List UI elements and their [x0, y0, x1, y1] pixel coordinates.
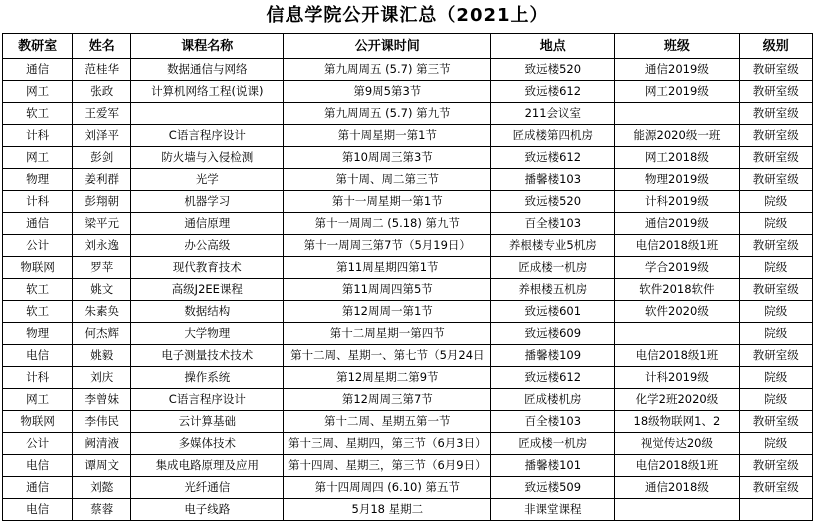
- table-cell: 非课堂课程: [491, 499, 615, 521]
- table-cell: 范桂华: [73, 59, 131, 81]
- table-row: [3, 103, 813, 125]
- table-cell: 计科: [3, 191, 73, 213]
- table-cell: 刘永逸: [73, 235, 131, 257]
- table-cell: 通信2019级: [615, 59, 739, 81]
- table-row: [3, 257, 813, 279]
- table-row: [3, 147, 813, 169]
- table-cell: 教研室级: [739, 125, 813, 147]
- table-row: [3, 389, 813, 411]
- table-cell: 公计: [3, 235, 73, 257]
- table-cell: 软件2020级: [615, 301, 739, 323]
- table-cell: 能源2020级一班: [615, 125, 739, 147]
- table-cell: 彭剑: [73, 147, 131, 169]
- table-cell: 软工: [3, 301, 73, 323]
- table-cell: 教研室级: [739, 455, 813, 477]
- column-header-location: 地点: [491, 34, 615, 59]
- table-cell: 何杰辉: [73, 323, 131, 345]
- table-cell: 第九周周五 (5.7) 第三节: [284, 59, 491, 81]
- table-cell: 刘懿: [73, 477, 131, 499]
- table-cell: [615, 323, 739, 345]
- table-cell: 阙清液: [73, 433, 131, 455]
- table-cell: 计科: [3, 125, 73, 147]
- table-cell: 第十四周、星期三，第三节（6月9日）: [284, 455, 491, 477]
- table-cell: 致远楼612: [491, 147, 615, 169]
- table-cell: 致远楼609: [491, 323, 615, 345]
- table-cell: 物理: [3, 169, 73, 191]
- table-cell: 第10周周三第3节: [284, 147, 491, 169]
- page-title: 信息学院公开课汇总（2021上）: [266, 5, 549, 26]
- table-cell: [615, 499, 739, 521]
- table-cell: 匠成楼机房: [491, 389, 615, 411]
- table-row: [3, 345, 813, 367]
- table-cell: 电子线路: [131, 499, 284, 521]
- table-cell: 梁平元: [73, 213, 131, 235]
- table-cell: 匠成楼一机房: [491, 433, 615, 455]
- table-cell: 姚毅: [73, 345, 131, 367]
- table-cell: 通信: [3, 59, 73, 81]
- column-header-name: 姓名: [73, 34, 131, 59]
- table-cell: 院级: [739, 213, 813, 235]
- table-cell: 第十二周星期一第四节: [284, 323, 491, 345]
- table-cell: 院级: [739, 257, 813, 279]
- table-row: [3, 125, 813, 147]
- table-cell: 院级: [739, 301, 813, 323]
- table-cell: 计科2019级: [615, 191, 739, 213]
- table-cell: 机器学习: [131, 191, 284, 213]
- table-cell: 养根楼专业5机房: [491, 235, 615, 257]
- table-cell: 教研室级: [739, 59, 813, 81]
- table-cell: C语言程序设计: [131, 389, 284, 411]
- table-cell: 教研室级: [739, 169, 813, 191]
- table-header-row: [3, 34, 813, 59]
- table-row: [3, 323, 813, 345]
- table-cell: 办公高级: [131, 235, 284, 257]
- column-header-class: 班级: [615, 34, 739, 59]
- table-cell: 物联网: [3, 257, 73, 279]
- table-cell: 通信2019级: [615, 213, 739, 235]
- table-cell: 王爱军: [73, 103, 131, 125]
- table-cell: 院级: [739, 389, 813, 411]
- table-cell: 网工: [3, 389, 73, 411]
- table-row: [3, 455, 813, 477]
- table-cell: 云计算基础: [131, 411, 284, 433]
- table-cell: 化学2班2020级: [615, 389, 739, 411]
- table-cell: 网工2018级: [615, 147, 739, 169]
- table-cell: 教研室级: [739, 345, 813, 367]
- table-cell: 网工2019级: [615, 81, 739, 103]
- table-cell: 播馨楼103: [491, 169, 615, 191]
- table-row: [3, 301, 813, 323]
- table-cell: 第11周周四第5节: [284, 279, 491, 301]
- table-cell: 操作系统: [131, 367, 284, 389]
- column-header-department: 教研室: [3, 34, 73, 59]
- table-cell: 播馨楼101: [491, 455, 615, 477]
- table-cell: 致远楼509: [491, 477, 615, 499]
- table-cell: 第12周星期二第9节: [284, 367, 491, 389]
- table-cell: 李伟民: [73, 411, 131, 433]
- table-cell: 第十一周星期一第1节: [284, 191, 491, 213]
- table-cell: 软工: [3, 279, 73, 301]
- table-cell: 电信: [3, 345, 73, 367]
- table-cell: 光纤通信: [131, 477, 284, 499]
- table-cell: 物理: [3, 323, 73, 345]
- table-cell: 姜利群: [73, 169, 131, 191]
- table-cell: 计科: [3, 367, 73, 389]
- table-cell: 视觉传达20级: [615, 433, 739, 455]
- table-row: [3, 433, 813, 455]
- table-cell: 张政: [73, 81, 131, 103]
- public-lecture-summary-table: [2, 33, 813, 521]
- table-cell: [739, 499, 813, 521]
- column-header-level: 级别: [739, 34, 813, 59]
- table-cell: 多媒体技术: [131, 433, 284, 455]
- table-cell: 18级物联网1、2: [615, 411, 739, 433]
- table-cell: 第11周星期四第1节: [284, 257, 491, 279]
- table-cell: 百全楼103: [491, 213, 615, 235]
- table-cell: 网工: [3, 147, 73, 169]
- table-row: [3, 81, 813, 103]
- table-cell: 大学物理: [131, 323, 284, 345]
- table-cell: 蔡蓉: [73, 499, 131, 521]
- table-cell: 光学: [131, 169, 284, 191]
- table-cell: 学合2019级: [615, 257, 739, 279]
- table-cell: 朱素奂: [73, 301, 131, 323]
- table-cell: 第十四周周四 (6.10) 第五节: [284, 477, 491, 499]
- table-cell: 计算机网络工程(说课): [131, 81, 284, 103]
- table-cell: 第十二周、星期五第一节: [284, 411, 491, 433]
- table-cell: 谭周文: [73, 455, 131, 477]
- table-cell: 致远楼520: [491, 59, 615, 81]
- table-cell: 匠成楼第四机房: [491, 125, 615, 147]
- table-cell: 电信2018级1班: [615, 345, 739, 367]
- table-cell: 百全楼103: [491, 411, 615, 433]
- table-cell: 教研室级: [739, 411, 813, 433]
- table-cell: 姚文: [73, 279, 131, 301]
- table-cell: 第12周周三第7节: [284, 389, 491, 411]
- table-cell: 软工: [3, 103, 73, 125]
- column-header-time: 公开课时间: [284, 34, 491, 59]
- table-cell: 教研室级: [739, 103, 813, 125]
- table-cell: 教研室级: [739, 477, 813, 499]
- table-cell: 致远楼601: [491, 301, 615, 323]
- table-cell: 致远楼612: [491, 81, 615, 103]
- table-cell: 致远楼612: [491, 367, 615, 389]
- table-row: [3, 477, 813, 499]
- table-cell: 播馨楼109: [491, 345, 615, 367]
- table-cell: 数据通信与网络: [131, 59, 284, 81]
- table-row: [3, 499, 813, 521]
- table-cell: 李曾妹: [73, 389, 131, 411]
- table-cell: 软件2018软件: [615, 279, 739, 301]
- table-row: [3, 59, 813, 81]
- table-cell: 第十一周周二 (5.18) 第九节: [284, 213, 491, 235]
- table-cell: 养根楼五机房: [491, 279, 615, 301]
- table-cell: 教研室级: [739, 235, 813, 257]
- table-row: [3, 213, 813, 235]
- table-cell: 防火墙与入侵检测: [131, 147, 284, 169]
- table-cell: 数据结构: [131, 301, 284, 323]
- table-cell: 公计: [3, 433, 73, 455]
- table-cell: 罗苹: [73, 257, 131, 279]
- table-cell: 第12周周一第1节: [284, 301, 491, 323]
- column-header-course: 课程名称: [131, 34, 284, 59]
- table-cell: 通信原理: [131, 213, 284, 235]
- table-cell: 院级: [739, 367, 813, 389]
- table-cell: 计科2019级: [615, 367, 739, 389]
- table-cell: [615, 103, 739, 125]
- table-cell: 刘庆: [73, 367, 131, 389]
- table-cell: 211会议室: [491, 103, 615, 125]
- table-cell: 第九周周五 (5.7) 第九节: [284, 103, 491, 125]
- table-cell: 教研室级: [739, 147, 813, 169]
- table-cell: 物联网: [3, 411, 73, 433]
- table-row: [3, 367, 813, 389]
- table-cell: 教研室级: [739, 279, 813, 301]
- table-cell: 物理2019级: [615, 169, 739, 191]
- table-cell: 第十二周、星期一、第七节（5月24日: [284, 345, 491, 367]
- table-cell: 通信: [3, 213, 73, 235]
- table-cell: 网工: [3, 81, 73, 103]
- table-cell: 教研室级: [739, 81, 813, 103]
- table-cell: 集成电路原理及应用: [131, 455, 284, 477]
- table-cell: C语言程序设计: [131, 125, 284, 147]
- table-cell: 电信2018级1班: [615, 235, 739, 257]
- table-cell: 刘泽平: [73, 125, 131, 147]
- table-cell: 通信: [3, 477, 73, 499]
- table-cell: 电信: [3, 455, 73, 477]
- table-row: [3, 191, 813, 213]
- table-cell: 现代教育技术: [131, 257, 284, 279]
- table-cell: 致远楼520: [491, 191, 615, 213]
- table-cell: 电信: [3, 499, 73, 521]
- table-row: [3, 169, 813, 191]
- table-cell: [131, 103, 284, 125]
- table-cell: 第十一周周三第7节（5月19日）: [284, 235, 491, 257]
- table-cell: 院级: [739, 191, 813, 213]
- table-cell: 彭翔朝: [73, 191, 131, 213]
- table-cell: 5月18 星期二: [284, 499, 491, 521]
- table-row: [3, 279, 813, 301]
- table-cell: 第十周、周二第三节: [284, 169, 491, 191]
- table-cell: 高级J2EE课程: [131, 279, 284, 301]
- table-row: [3, 411, 813, 433]
- table-cell: 电子测量技术技术: [131, 345, 284, 367]
- table-row: [3, 235, 813, 257]
- table-cell: 第9周5第3节: [284, 81, 491, 103]
- table-cell: 院级: [739, 323, 813, 345]
- table-cell: 院级: [739, 433, 813, 455]
- table-cell: 匠成楼一机房: [491, 257, 615, 279]
- table-cell: 第十周星期一第1节: [284, 125, 491, 147]
- table-cell: 电信2018级1班: [615, 455, 739, 477]
- table-cell: 第十三周、星期四，第三节（6月3日）: [284, 433, 491, 455]
- table-cell: 通信2018级: [615, 477, 739, 499]
